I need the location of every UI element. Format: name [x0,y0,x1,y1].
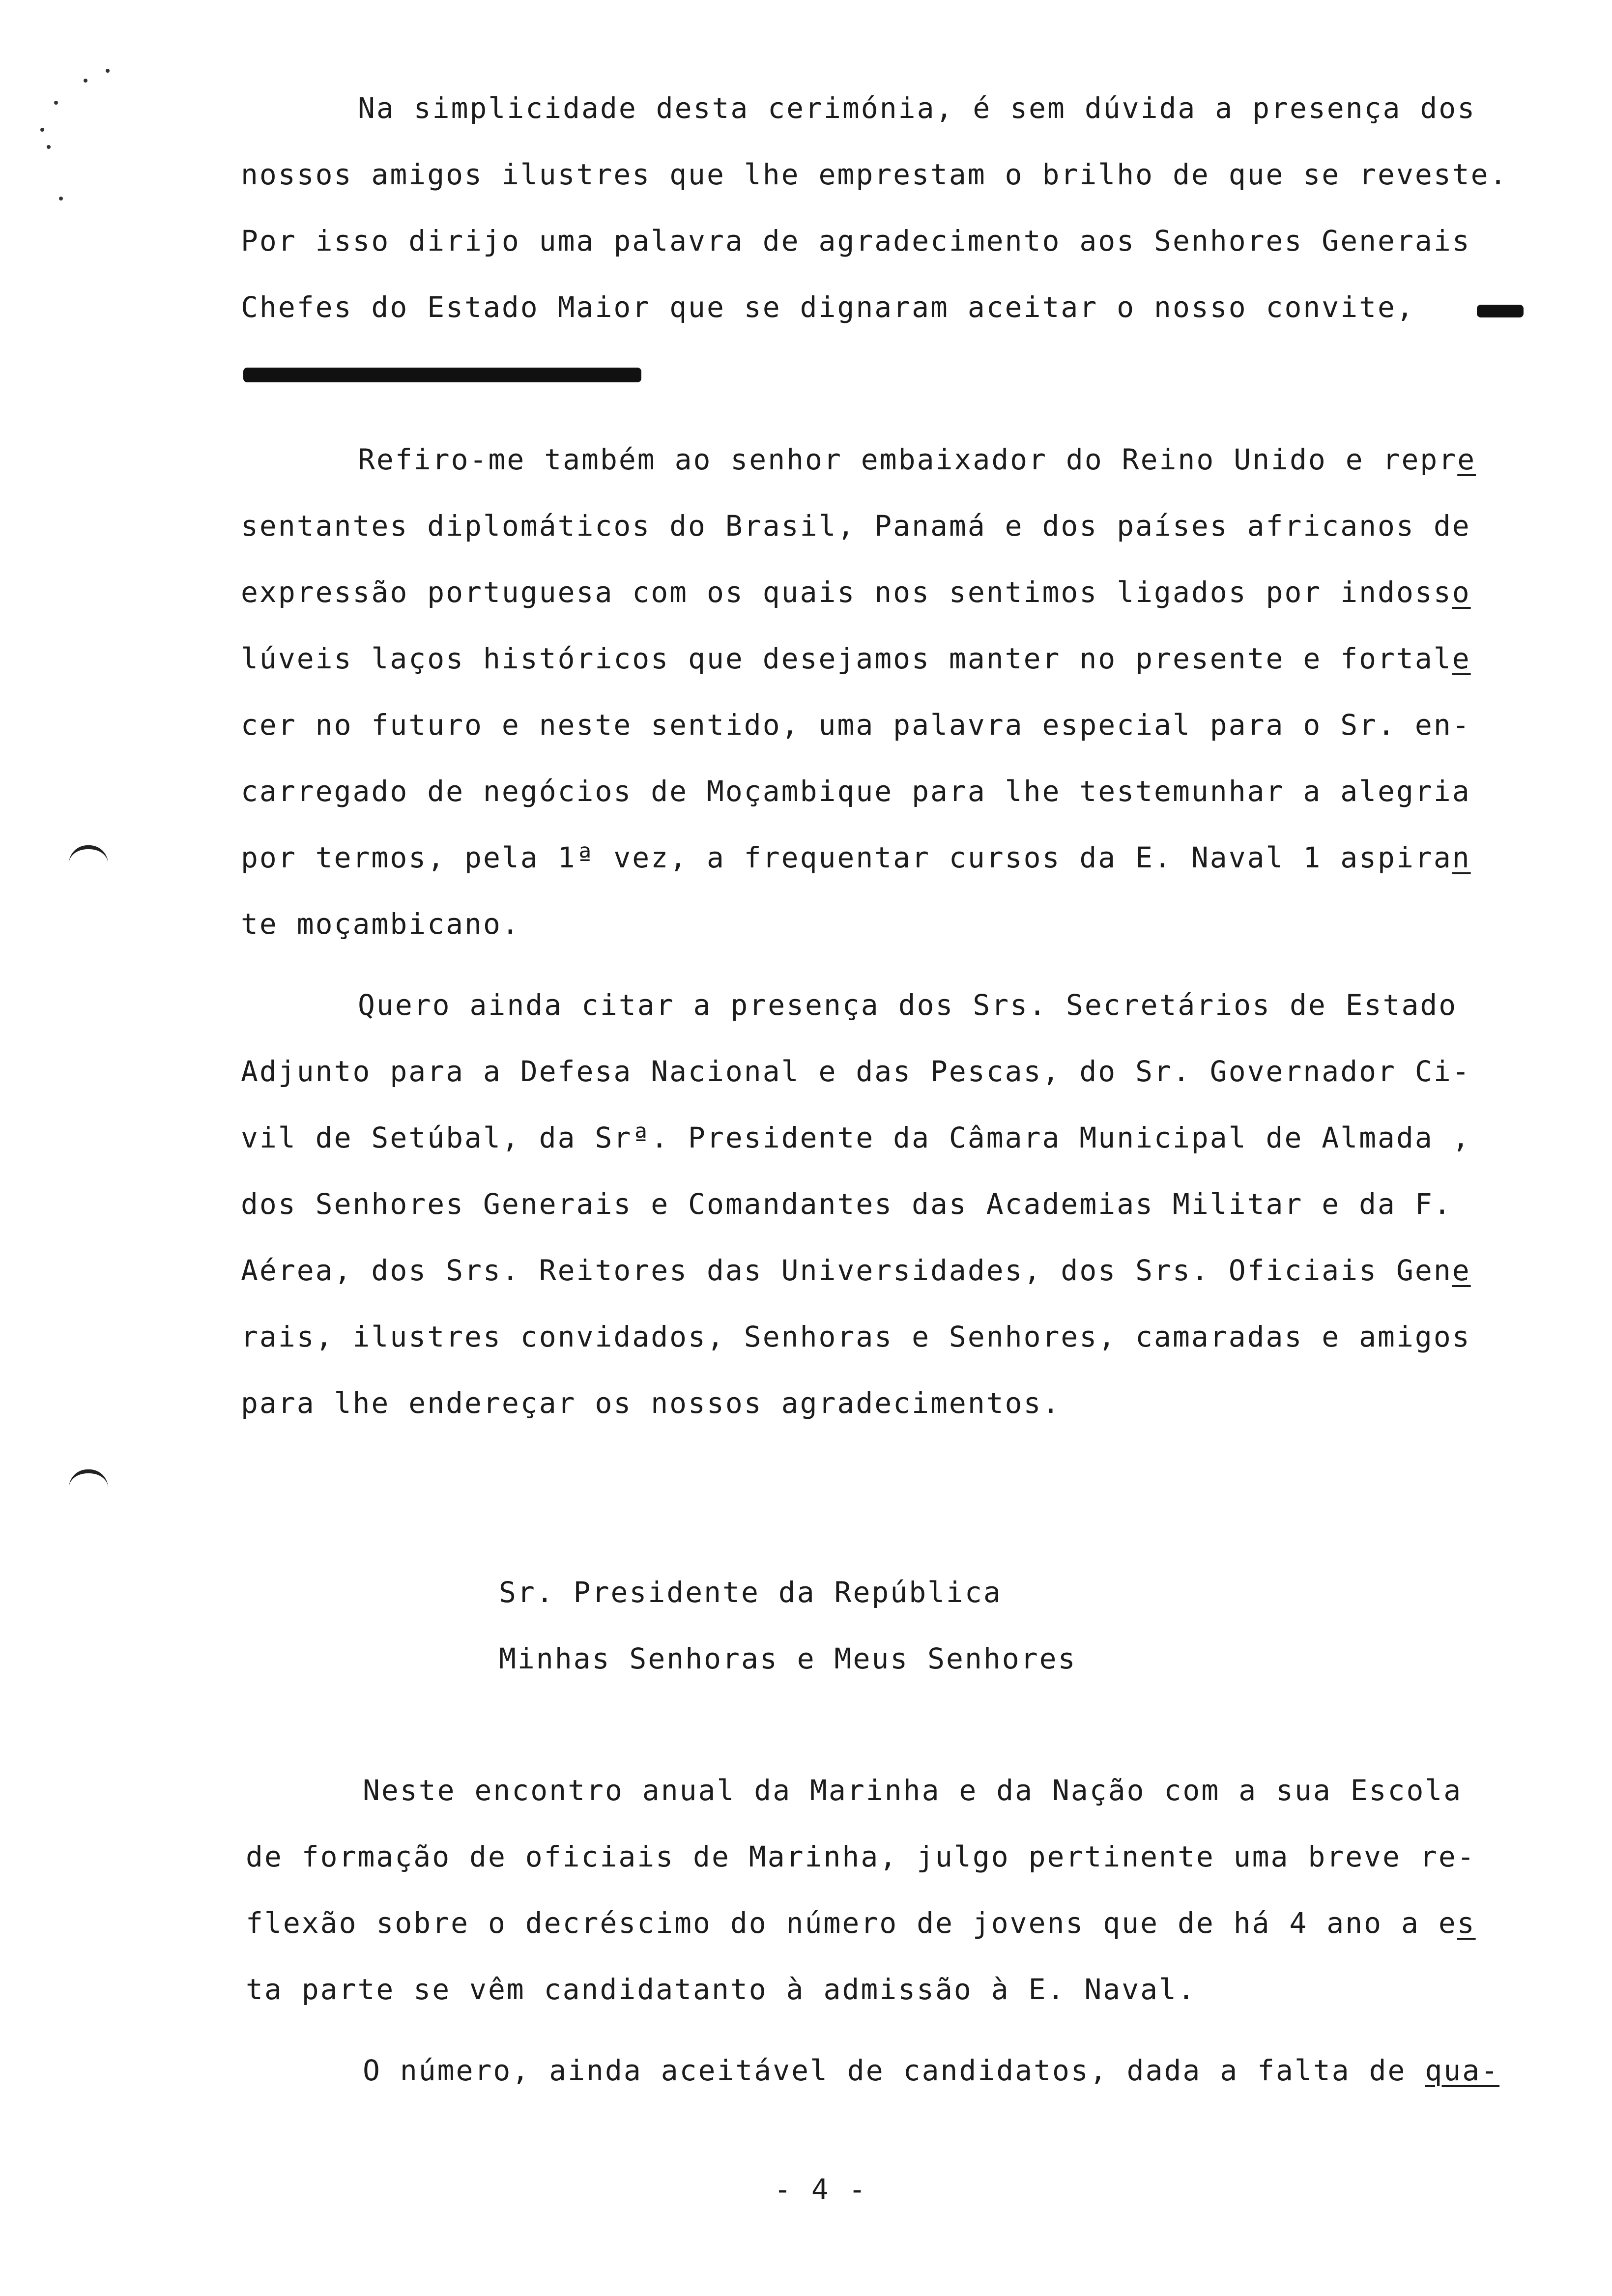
text-segment: expressão portuguesa com os quais nos sentimos ligados por indoss [241,575,1452,609]
salutation-line-1: Sr. Presidente da República [499,1576,1002,1609]
paragraph-2-line-8: te moçambicano. [241,907,520,941]
paragraph-3-line-3: vil de Setúbal, da Srª. Presidente da Câmara Municipal de Almada , [241,1121,1471,1154]
underlined-word: qua- [1425,2054,1500,2087]
paragraph-1-line-4: Chefes do Estado Maior que se dignaram aceitar o nosso convite, [241,290,1415,324]
paragraph-3-line-1: Quero ainda citar a presença dos Srs. Secretários de Estado [358,988,1458,1022]
paragraph-1-line-1: Na simplicidade desta cerimónia, é sem dúvida a presença dos [358,91,1476,125]
paragraph-2-line-6: carregado de negócios de Moçambique para lhe testemunhar a alegria [241,775,1471,808]
paragraph-4-line-1: Neste encontro anual da Marinha e da Nação com a sua Escola [363,1774,1463,1807]
text-segment: por termos, pela 1ª vez, a frequentar cursos da E. Naval 1 aspira [241,841,1452,874]
margin-dot [54,101,58,105]
paragraph-2-line-4 [241,641,1471,676]
underlined-letter: e [1452,1254,1471,1287]
paragraph-3-line-4: dos Senhores Generais e Comandantes das Academias Militar e da F. [241,1187,1452,1221]
paragraph-2-line-3 [241,575,1471,609]
paragraph-2-line-5: cer no futuro e neste sentido, uma palavra especial para o Sr. en- [241,708,1471,742]
paragraph-4-line-2: de formação de oficiais de Marinha, julgo pertinente uma breve re- [246,1840,1476,1873]
paragraph-4-line-4: ta parte se vêm candidatanto à admissão à E. Naval. [246,1973,1196,2006]
paragraph-2-line-2: sentantes diplomáticos do Brasil, Panamá e dos países africanos de [241,509,1471,543]
paragraph-3-line-6: rais, ilustres convidados, Senhoras e Senhores, camaradas e amigos [241,1320,1471,1353]
text-segment: Refiro-me também ao senhor embaixador do Reino Unido e repr [358,443,1458,476]
margin-dot [84,79,87,83]
margin-dot [47,145,51,149]
redaction-bar [243,368,641,382]
paragraph-4-line-3 [246,1906,1476,1940]
underlined-letter: e [1457,443,1476,476]
paragraph-2-line-7 [241,840,1471,875]
underlined-letter: e [1452,642,1471,675]
paragraph-1-line-3: Por isso dirijo uma palavra de agradecimento aos Senhores Generais [241,224,1471,258]
salutation-line-2: Minhas Senhoras e Meus Senhores [499,1642,1077,1675]
text-segment: O número, ainda aceitável de candidatos, dada a falta de [363,2054,1425,2087]
underlined-letter: n [1452,841,1471,874]
redaction-bar [1477,305,1524,317]
paragraph-3-line-7: para lhe endereçar os nossos agradecimentos. [241,1386,1061,1420]
page-number: - 4 - [774,2173,867,2206]
text-segment: flexão sobre o decréscimo do número de jovens que de há 4 ano a e [246,1906,1457,1940]
text-segment: Aérea, dos Srs. Reitores das Universidades, dos Srs. Oficiais Gen [241,1254,1452,1287]
paragraph-5-line-1 [363,2053,1499,2088]
text-segment: lúveis laços históricos que desejamos manter no presente e fortal [241,642,1452,675]
punch-hole-mark [69,1469,108,1488]
underlined-letter: s [1457,1906,1476,1940]
paragraph-3-line-2: Adjunto para a Defesa Nacional e das Pescas, do Sr. Governador Ci- [241,1055,1471,1088]
paragraph-2-line-1 [358,442,1476,477]
paragraph-3-line-5 [241,1253,1471,1288]
paragraph-1-line-2: nossos amigos ilustres que lhe emprestam o brilho de que se reveste. [241,158,1508,191]
margin-dot [59,197,63,201]
margin-dot [106,69,110,73]
underlined-letter: o [1452,575,1471,609]
margin-dot [40,128,44,132]
punch-hole-mark [69,845,108,864]
